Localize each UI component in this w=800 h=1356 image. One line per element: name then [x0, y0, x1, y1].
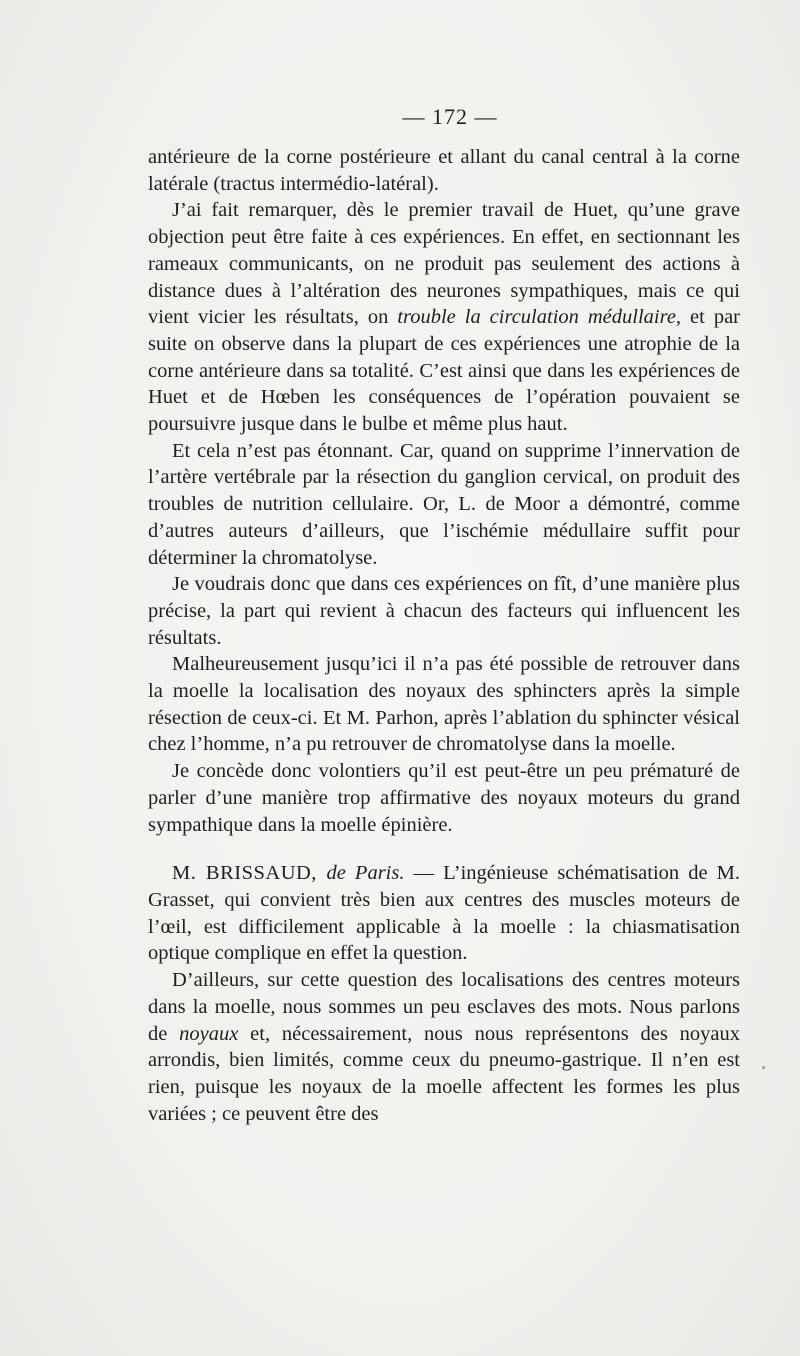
speaker-name: M. BRISSAUD,: [172, 862, 327, 885]
paragraph-p5: [148, 651, 740, 758]
italic-text: noyaux: [179, 1022, 239, 1045]
text-run: Malheureusement jusqu’ici il n’a pas été possible de retrouver dans la moelle la localisation des noyaux des sphincters après la simple résection de ceux-ci. Et M. Parhon, après l’ablation du sphincter vésical chez l’homme, n’a pu retrouver de chromatolyse dans la moelle.: [148, 653, 740, 756]
paragraph-p6: [148, 758, 740, 838]
text-run: D’ailleurs, sur cette question des localisations des centres moteurs dans la moelle, nous sommes un peu esclaves des mots. Nous parlons de: [148, 969, 740, 1045]
text-run: et, nécessairement, nous nous représentons des noyaux arrondis, bien limités, comme ceux du pneumo-gastrique. Il n’en est rien, puisque les noyaux de la moelle affectent les formes les plus variées ; ce peuvent être des: [148, 1022, 740, 1125]
page-number: — 172 —: [402, 104, 498, 129]
paragraph-p1: [148, 144, 740, 197]
text-run: Je voudrais donc que dans ces expériences on fît, d’une manière plus précise, la part qui revient à chacun des facteurs qui influencent les résultats.: [148, 573, 740, 649]
text-run: — L’ingénieuse schématisation de M. Grasset, qui convient très bien aux centres des muscles moteurs de l’œil, est difficilement applicable à la moelle : la chiasmatisation optique complique en effet la question.: [148, 862, 740, 965]
text-run: Et cela n’est pas étonnant. Car, quand on supprime l’innervation de l’artère vertébrale par la résection du ganglion cervical, on produit des troubles de nutrition cellulaire. Or, L. de Moor a démontré, comme d’autres auteurs d’ailleurs, que l’ischémie médullaire suffit pour déterminer la chromatolyse.: [148, 439, 740, 569]
italic-text: de Paris.: [326, 862, 405, 885]
paper-speck: [762, 1066, 765, 1069]
text-run: antérieure de la corne postérieure et allant du canal central à la corne latérale (tractus intermédio-latéral).: [148, 146, 740, 195]
paragraph-p7: [148, 860, 740, 967]
text-run: et par suite on observe dans la plupart de ces expériences une atrophie de la corne antérieure dans sa totalité. C’est ainsi que dans les expériences de Huet et de Hœben les conséquences de l’opération pouvaient se poursuivre jusque dans le bulbe et même plus haut.: [148, 306, 741, 436]
paragraph-p3: [148, 438, 740, 572]
italic-text: trouble la circulation médullaire,: [397, 306, 682, 329]
paragraph-p2: [148, 197, 740, 437]
paragraph-p4: [148, 571, 740, 651]
paragraph-p8: [148, 967, 740, 1127]
text-run: Je concède donc volontiers qu’il est peut-être un peu prématuré de parler d’une manière trop affirmative des noyaux moteurs du grand sympathique dans la moelle épinière.: [148, 760, 740, 836]
text-run: J’ai fait remarquer, dès le premier travail de Huet, qu’une grave objection peut être faite à ces expériences. En effet, en sectionnant les rameaux communicants, on ne produit pas seulement des actions à distance dues à l’altération des neurones sympathiques, mais ce qui vient vicier les résultats, on: [148, 199, 740, 329]
body-text: [148, 144, 740, 1127]
